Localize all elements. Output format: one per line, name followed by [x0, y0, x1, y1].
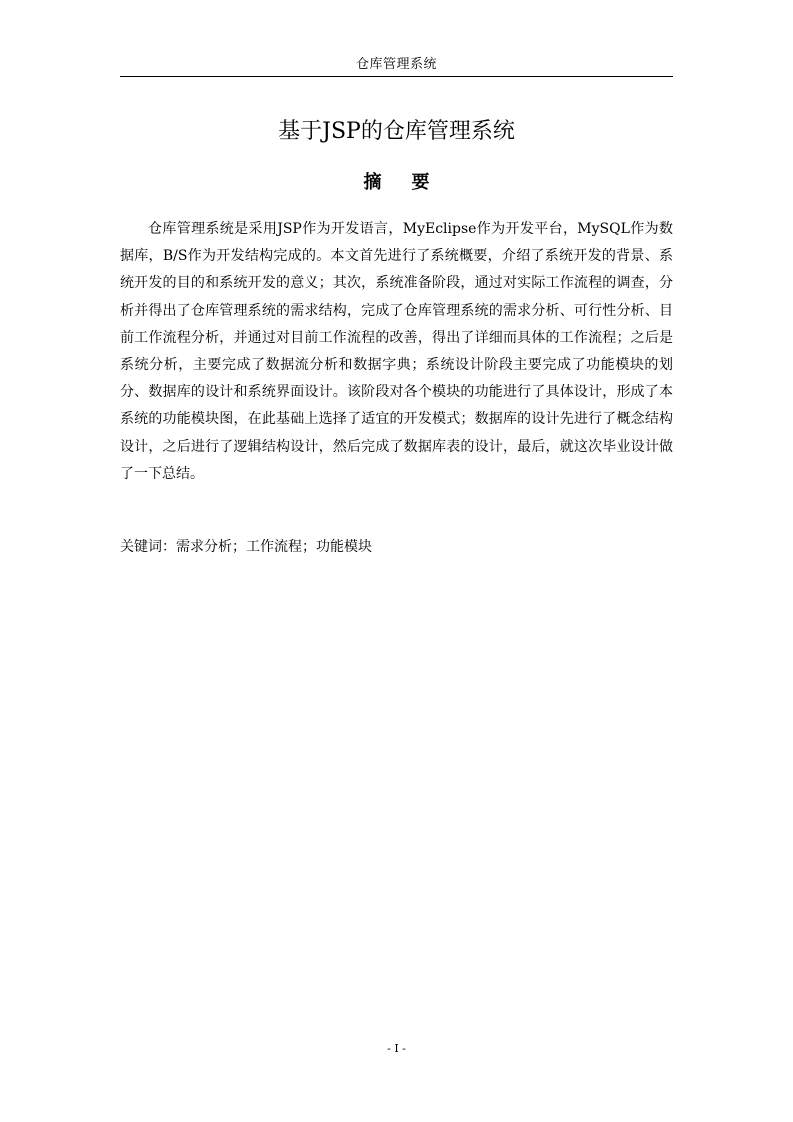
abstract-body: 仓库管理系统是采用JSP作为开发语言，MyEclipse作为开发平台，MySQL作为数据库，B/S作为开发结构完成的。本文首先进行了系统概要，介绍了系统开发的背景、系统开发的目的和系统开发的意义；其次，系统准备阶段，通过对实际工作流程的调查，分析并得出了仓库管理系统的需求结构，完成了仓库管理系统的需求分析、可行性分析、目前工作流程分析，并通过对目前工作流程的改善，得出了详细而具体的工作流程；之后是系统分析，主要完成了数据流分析和数据字典；系统设计阶段主要完成了功能模块的划分、数据库的设计和系统界面设计。该阶段对各个模块的功能进行了具体设计，形成了本系统的功能模块图，在此基础上选择了适宜的开发模式；数据库的设计先进行了概念结构设计，之后进行了逻辑结构设计，然后完成了数据库表的设计，最后，就这次毕业设计做了一下总结。 [120, 221, 673, 482]
keywords-line: 关键词：需求分析；工作流程；功能模块 [120, 539, 372, 555]
running-header: 仓库管理系统 [355, 57, 437, 72]
page-number: - I - [387, 1042, 406, 1055]
abstract-heading: 摘要 [363, 172, 460, 193]
document-title: 基于JSP的仓库管理系统 [278, 119, 515, 144]
header-rule [120, 76, 673, 77]
